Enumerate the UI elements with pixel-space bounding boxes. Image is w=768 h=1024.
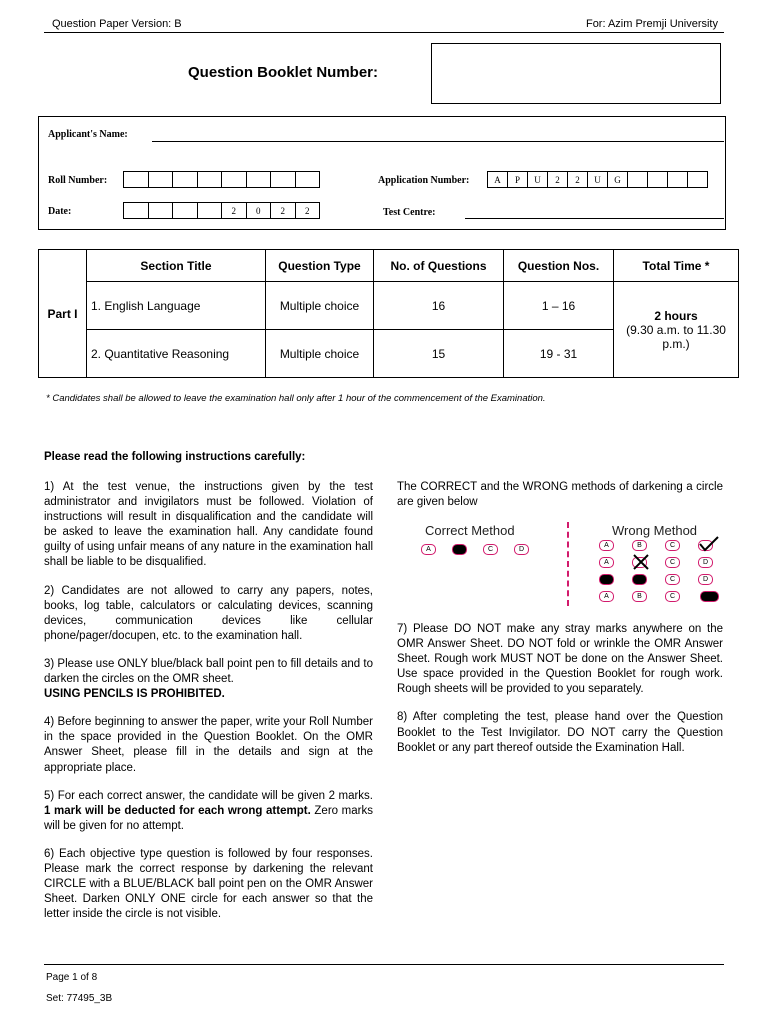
section-schedule-table: [38, 249, 739, 378]
wrong-bubble-overfilled: [700, 591, 719, 602]
column-header: Question Nos.: [504, 250, 614, 282]
table-row: [39, 282, 739, 330]
question-paper-version: Question Paper Version: B: [52, 18, 182, 30]
application-number-cells[interactable]: [488, 171, 708, 188]
test-centre-field[interactable]: [465, 218, 724, 219]
roll-cell[interactable]: [123, 171, 149, 188]
header-divider: [44, 32, 724, 33]
application-cell[interactable]: A: [487, 171, 508, 188]
application-cell[interactable]: P: [507, 171, 528, 188]
part-label: Part I: [39, 250, 87, 378]
column-header: Question Type: [266, 250, 374, 282]
application-cell[interactable]: 2: [567, 171, 588, 188]
section-title: 2. Quantitative Reasoning: [87, 330, 266, 378]
wrong-bubble: C: [665, 540, 680, 551]
set-number: Set: 77495_3B: [46, 993, 113, 1004]
page-number: Page 1 of 8: [46, 972, 98, 983]
total-time: [614, 282, 739, 378]
roll-number-label: Roll Number:: [48, 175, 108, 186]
footer-divider: [44, 964, 724, 965]
wrong-bubble: C: [665, 591, 680, 602]
date-label: Date:: [48, 206, 72, 217]
instructions-right-column: [397, 622, 723, 769]
wrong-bubble: C: [665, 574, 680, 585]
wrong-method-title: Wrong Method: [612, 523, 698, 538]
correct-bubble-a: A: [421, 544, 436, 555]
instruction-3: [44, 657, 373, 702]
application-cell[interactable]: [667, 171, 688, 188]
wrong-bubble: C: [665, 557, 680, 568]
instruction-5-bold: 1 mark will be deducted for each wrong attempt.: [44, 804, 311, 817]
total-time-detail: (9.30 a.m. to 11.30 p.m.): [626, 322, 726, 351]
instruction-5: [44, 789, 373, 834]
correct-bubble-d: D: [514, 544, 529, 555]
question-type: Multiple choice: [266, 330, 374, 378]
correct-bubble-c: C: [483, 544, 498, 555]
application-number-label: Application Number:: [378, 175, 470, 186]
instruction-6: 6) Each objective type question is followed by four responses. Please mark the correct response by darkening the relevant CIRCLE with a BLUE/BLACK ball point pen on the OMR Answer Sheet. Darken ONLY ONE circle for each answer so that the letter inside the circle is not visible.: [44, 847, 373, 921]
date-cell[interactable]: [123, 202, 149, 219]
method-divider: [567, 522, 569, 606]
column-header: No. of Questions: [374, 250, 504, 282]
wrong-bubble: B: [632, 591, 647, 602]
instructions-left-column: [44, 480, 373, 935]
question-type: Multiple choice: [266, 282, 374, 330]
correct-method-title: Correct Method: [425, 523, 515, 538]
correct-bubble-b-filled: [452, 544, 467, 555]
date-cell[interactable]: 2: [270, 202, 296, 219]
application-cell[interactable]: 2: [547, 171, 568, 188]
instruction-8: 8) After completing the test, please hand over the Question Booklet to the Test Invigilator. DO NOT carry the Question Booklet or any part thereof outside the Examination Hall.: [397, 711, 723, 754]
applicant-name-field[interactable]: [152, 141, 724, 142]
application-cell[interactable]: [627, 171, 648, 188]
question-count: 16: [374, 282, 504, 330]
booklet-number-label: Question Booklet Number:: [188, 64, 379, 81]
wrong-bubble: A: [599, 591, 614, 602]
total-time-main: 2 hours: [654, 308, 698, 323]
roll-cell[interactable]: [172, 171, 198, 188]
application-cell[interactable]: G: [607, 171, 628, 188]
section-title: 1. English Language: [87, 282, 266, 330]
application-cell[interactable]: U: [527, 171, 548, 188]
roll-cell[interactable]: [270, 171, 296, 188]
university-label: For: Azim Premji University: [585, 18, 718, 30]
wrong-bubble: D: [698, 557, 713, 568]
application-cell[interactable]: [647, 171, 668, 188]
wrong-bubble-filled: [599, 574, 614, 585]
date-cell[interactable]: 2: [221, 202, 247, 219]
question-numbers: 1 – 16: [504, 282, 614, 330]
instruction-5-text: 5) For each correct answer, the candidate will be given 2 marks.: [44, 789, 373, 802]
roll-cell[interactable]: [221, 171, 247, 188]
date-cell[interactable]: 0: [246, 202, 272, 219]
wrong-bubble: B: [632, 540, 647, 551]
question-numbers: 19 - 31: [504, 330, 614, 378]
cross-mark-icon: [632, 553, 650, 571]
application-cell[interactable]: U: [587, 171, 608, 188]
date-cells[interactable]: [124, 202, 320, 219]
wrong-bubble: A: [599, 557, 614, 568]
column-header: Total Time *: [614, 250, 739, 282]
date-cell[interactable]: [197, 202, 223, 219]
instruction-7: 7) Please DO NOT make any stray marks anywhere on the OMR Answer Sheet. DO NOT fold or wrinkle the OMR Answer Sheet. Rough work MUST NOT be done on the Answer Sheet. Use space provided in the Question Booklet for rough work. Rough sheets will be provided to you separately.: [397, 623, 723, 696]
applicant-name-label: Applicant's Name:: [48, 129, 128, 140]
wrong-bubble-filled: [632, 574, 647, 585]
instruction-2: 2) Candidates are not allowed to carry any papers, notes, books, log table, calculators or calculating devices, scanning devices, communication devices like cellular phone/pager/docupen, etc. to the examination hall.: [44, 584, 373, 642]
instruction-4: 4) Before beginning to answer the paper, write your Roll Number in the space provided in the Question Booklet. On the OMR Answer Sheet, please fill in the details and sign at the appropriate place.: [44, 716, 373, 774]
time-note: * Candidates shall be allowed to leave the examination hall only after 1 hour of the commencement of the Examination.: [46, 393, 546, 404]
roll-cell[interactable]: [295, 171, 321, 188]
roll-cell[interactable]: [197, 171, 223, 188]
instruction-3-bold: USING PENCILS IS PROHIBITED.: [44, 688, 225, 701]
column-header: Section Title: [87, 250, 266, 282]
instructions-heading: Please read the following instructions carefully:: [44, 451, 306, 463]
date-cell[interactable]: 2: [295, 202, 321, 219]
tick-mark-icon: [698, 535, 720, 553]
roll-cell[interactable]: [246, 171, 272, 188]
instruction-1: 1) At the test venue, the instructions given by the test administrator and invigilators must be followed. Violation of instructions will result in disqualification and the candidate will be asked to leave the examination hall. Any candidate found guilty of using unfair means of any nature in the examination hall shall be liable to be disqualified.: [44, 481, 373, 569]
test-centre-label: Test Centre:: [383, 207, 436, 218]
omr-intro: The CORRECT and the WRONG methods of darkening a circle are given below: [397, 481, 723, 509]
date-cell[interactable]: [148, 202, 174, 219]
question-count: 15: [374, 330, 504, 378]
instruction-5-tail: Zero marks will be given for no attempt.: [44, 804, 373, 832]
application-cell[interactable]: [687, 171, 708, 188]
wrong-bubble: A: [599, 540, 614, 551]
instruction-3-text: 3) Please use ONLY blue/black ball point pen to fill details and to darken the circles on the OMR sheet.: [44, 657, 373, 686]
booklet-number-box[interactable]: [431, 43, 721, 104]
wrong-bubble: D: [698, 574, 713, 585]
date-cell[interactable]: [172, 202, 198, 219]
roll-cell[interactable]: [148, 171, 174, 188]
table-header-row: [39, 250, 739, 282]
roll-number-cells[interactable]: [124, 171, 320, 188]
